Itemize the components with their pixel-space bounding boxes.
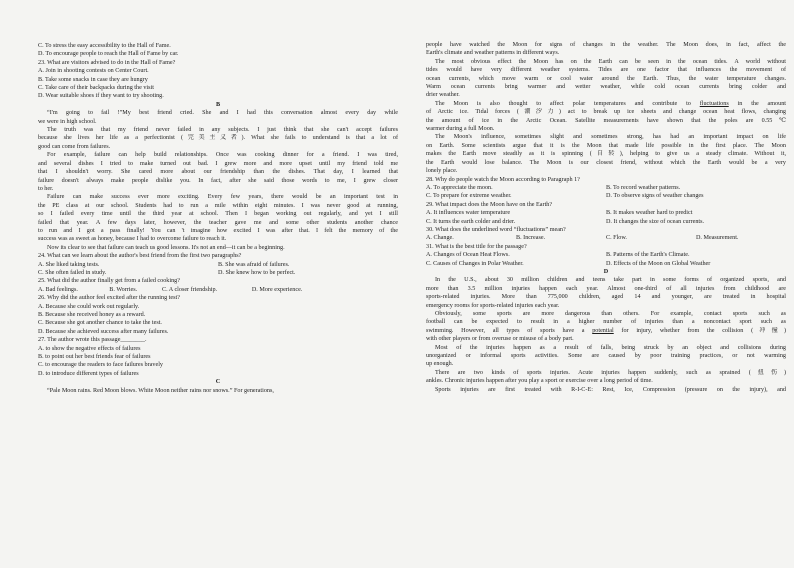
right-line: 28. Why do people watch the Moon according to Paragraph 1?: [426, 176, 580, 183]
right-line: Earth's climate and weather patterns in different ways.: [426, 50, 560, 57]
right-line: Most of the injuries happen as a result of falls, being struck by an object and collisions during: [435, 344, 786, 351]
right-line: of Arctic ice. Tidal forces (潮汐力) act to break up ice sheets and change ocean heat flows, changing: [426, 109, 786, 116]
left-line: “Pale Moon rains. Red Moon blows. White Moon neither rains nor snows.” For generations,: [47, 387, 274, 394]
right-section-letter: D: [603, 268, 609, 275]
right-line: swimming. However, all types of sports have a potential for injury, whether from the collision (冲撞): [426, 327, 786, 334]
q29-option-d[interactable]: D. It changes the size of ocean currents.: [606, 218, 705, 225]
q31-options-row-2: [426, 260, 786, 268]
left-line: C. To stress the easy accessibility to the Hall of Fame.: [38, 43, 171, 49]
q30-options: [426, 234, 786, 242]
right-line: The most obvious effect the Moon has on the Earth can be seen in the ocean tides. A world without: [435, 58, 786, 65]
right-line: sports-related injuries. More than 775,000 children, aged 14 and younger, are treated in hospital: [426, 294, 786, 301]
right-line: Obviously, some sports are more dangerous than others. For example, contact sports such as: [435, 311, 786, 318]
left-line: A. to show the negative effects of failures: [38, 345, 141, 352]
q25-option-d[interactable]: D. More experience.: [251, 286, 303, 293]
left-line: B. Take some snacks in case they are hungry: [38, 76, 148, 83]
left-line: C. Because she got another chance to take the test.: [38, 320, 162, 327]
q28-options-row-2: [426, 192, 786, 200]
right-line: on Earth. Some scientists argue that it is the Moon that made life possible in the first place. The Moon: [426, 142, 786, 149]
left-line: that I shouldn't worry. She cared more about our friendship than the dishes. That day, I learned that: [38, 169, 398, 176]
q31-option-d[interactable]: D. Effects of the Moon on Global Weather: [606, 260, 711, 267]
q25-options: [38, 286, 348, 294]
right-line: drier weather.: [426, 92, 460, 99]
left-line: For example, failure can help build relationships. Once was cooking dinner for a friend. I was tired,: [47, 152, 398, 159]
right-line: ocean currents, which move warm or cool water around the Earth. Thus, the water temperature changes.: [426, 75, 786, 82]
right-line: The Moon's influence, sometimes slight and sometimes strong, has had an important impact on life: [435, 134, 786, 141]
right-line: tides would have very different weather systems. Tides are one factor that influences the movement of: [426, 67, 786, 74]
left-line: C. to encourage the readers to face failures bravely: [38, 362, 163, 369]
left-line: to her.: [38, 185, 54, 192]
left-line: C. Take care of their backpacks during the visit: [38, 85, 154, 92]
left-line: A. Join in shooting contests on Center Court.: [38, 68, 149, 75]
left-passage-b: [38, 42, 398, 261]
left-line: The truth was that my friend never failed in any subjects. I just think that she can't accept failures: [47, 127, 398, 134]
right-line: There are two kinds of sports injuries. Acute injuries happen suddenly, such as sprained (扭伤): [435, 369, 786, 376]
q31-stem: 31. What is the best title for the passage?: [426, 243, 527, 250]
q24-options-row-1: [38, 261, 398, 269]
right-passage-c: [426, 41, 786, 184]
left-line: Failure can make success ever more exciting. Every few years, there would be an important test in: [47, 194, 398, 201]
left-section-letter: C: [215, 379, 221, 386]
left-section-letter: B: [215, 101, 221, 108]
underlined-word: potential: [592, 327, 614, 334]
q29-option-c[interactable]: C. It turns the earth colder and drier.: [426, 218, 516, 225]
q28-option-a[interactable]: A. To appreciate the moon.: [426, 184, 493, 191]
right-line: football can be expected to result in a higher number of injuries than a noncontact sport such as: [426, 319, 786, 326]
right-line: emergency rooms for sports-related injuries each year.: [426, 302, 560, 309]
left-line: 27. The author wrote this passage________.: [38, 337, 147, 344]
right-line: Sports injuries are first treated with R-I-C-E: Rest, Ice, Compression (pressure on the injury), and: [435, 386, 786, 393]
left-line: and several dishes I tried to make turned out bad. I grew more and more upset until my friend told me: [38, 160, 398, 167]
q24-option-b[interactable]: B. She was afraid of failures.: [218, 261, 290, 268]
left-line: to run and I got a pass finally! You can 't imagine how excited I was after that. I felt the memory of the: [38, 227, 398, 234]
left-line: D. Because she achieved success after many failures.: [38, 328, 169, 335]
left-line: good can come from failures.: [38, 143, 111, 150]
q25-option-c[interactable]: C. A closer friendship.: [161, 286, 218, 293]
q31-options-row-1: [426, 251, 786, 259]
q31-option-a[interactable]: A. Changes of Ocean Heat Flows.: [426, 252, 510, 259]
right-line: the amount of ice in the Arctic Ocean. Satellite measurements have shown that the poles are 0.55℃: [426, 117, 786, 124]
right-line: with other players or from overuse or misuse of a body part.: [426, 336, 574, 343]
q31-option-c[interactable]: C. Causes of Changes in Polar Weather.: [426, 260, 524, 267]
left-line: because she lives her life as a perfectionist (完美主义者). What she fails to understand is that a lot of: [38, 135, 398, 142]
right-line: makes the Earth move steadily as it is spinning (自转), helping to give us a steady climate. Without it,: [426, 151, 786, 158]
right-line: Warm ocean currents bring warmer and wetter weather, while cold ocean currents bring colder and: [426, 84, 786, 91]
left-line: 23. What are visitors advised to do in the Hall of Fame?: [38, 59, 176, 66]
left-line: so I failed every time until the third year at school. Then I began working out regularly, and yet I still: [38, 211, 398, 218]
q29-option-a[interactable]: A. It influences water temperature: [426, 210, 511, 217]
left-line: failure doesn't always make people dislike you. In fact, after she said those words to me, I grew closer: [38, 177, 398, 184]
q28-options-row-1: [426, 184, 786, 192]
right-line: more than 3.5 million injuries happen each year. Almost one-third of all injuries from childhood are: [426, 285, 786, 292]
left-line: we were in high school.: [38, 118, 97, 125]
q30-option-b[interactable]: B. Increase.: [516, 235, 546, 242]
q25-option-b[interactable]: B. Worries.: [109, 286, 138, 293]
q28-option-b[interactable]: B. To record weather patterns.: [606, 184, 681, 191]
right-line: The Moon is also thought to affect polar temperatures and contribute to fluctuations in the amount: [435, 100, 786, 107]
left-line: Now its clear to see that failure can teach us good lessons. It's not an end—it can be a beginning.: [47, 244, 285, 251]
right-line: unorganized or informal sports activities. Some are caused by poor training practices, or not warming: [426, 353, 786, 360]
right-line: lonely place.: [426, 168, 458, 175]
left-line: D. to introduce different types of failures: [38, 370, 139, 377]
left-line: D. Wear suitable shoes if they want to try shooting.: [38, 93, 164, 100]
right-line: ankles. Chronic injuries happen after you play a sport or exercise over a long period of time.: [426, 378, 653, 385]
left-line: 24. What can we learn about the author's best friend from the first two paragraphs?: [38, 253, 242, 260]
right-line: people have watched the Moon for signs of changes in the weather. The Moon does, in fact, affect the: [426, 42, 786, 48]
q24-option-c[interactable]: C. She often failed in study.: [38, 269, 107, 276]
q24-option-a[interactable]: A. She liked taking tests.: [38, 261, 100, 268]
left-line: 26. Why did the author feel excited after the running test?: [38, 295, 180, 302]
q24-options-row-2: [38, 269, 398, 277]
right-line: In the U.S., about 30 million children and teens take part in some forms of organized sports, and: [435, 277, 786, 284]
q30-stem: 30. What does the underlined word “fluctuations” mean?: [426, 226, 566, 233]
left-column: [38, 42, 398, 562]
q24-option-d[interactable]: D. She knew how to be perfect.: [218, 269, 296, 276]
left-line: the PE class at our school. Students had to run a mile within eight minutes. I was never good at running,: [38, 202, 398, 209]
left-questions-26-27: [38, 294, 398, 395]
right-passage-d: [426, 268, 786, 394]
q30-option-c[interactable]: C. Flow.: [606, 235, 627, 242]
left-line: D. To encourage people to reach the Hall of Fame by car.: [38, 51, 179, 58]
left-line: success was as sweet as honey, because I had to overcome failure to reach it.: [38, 236, 227, 243]
q30-option-d[interactable]: D. Measurement.: [696, 235, 739, 242]
left-line: A. Because she could work out regularly.: [38, 303, 140, 310]
q29-stem: 29. What impact does the Moon have on the Earth?: [426, 201, 553, 208]
q28-option-c[interactable]: C. To prepare for extreme weather.: [426, 193, 512, 200]
q25-stem: 25. What did the author finally get from a failed cooking?: [38, 278, 180, 285]
q30-option-a[interactable]: A. Change.: [426, 235, 454, 242]
left-line: “I'm going to fail !”My best friend cried. She and I had this conversation almost every day while: [47, 110, 398, 117]
left-line: B. Because she received honey as a reward.: [38, 312, 146, 319]
right-line: up enough.: [426, 361, 454, 368]
right-line: warmer during a full Moon.: [426, 126, 495, 133]
underlined-word: fluctuations: [699, 100, 729, 107]
left-line: failed that year. A few days later, however, the teacher gave me and some other students another chance: [38, 219, 398, 226]
q29-options-row-1: [426, 209, 786, 217]
q31-option-b[interactable]: B. Patterns of the Earth's Climate.: [606, 252, 690, 259]
right-column: [426, 41, 786, 561]
q29-options-row-2: [426, 218, 786, 226]
left-line: B. to point out her best friends fear of failures: [38, 354, 151, 361]
right-line: the Earth would lose balance. The Moon is our closest friend, without which the Earth would be a very: [426, 159, 786, 166]
q28-option-d[interactable]: D. To observe signs of weather changes: [606, 193, 704, 200]
q25-option-a[interactable]: A. Bad feelings.: [38, 286, 78, 293]
q29-option-b[interactable]: B. It makes weather hard to predict: [606, 210, 693, 217]
